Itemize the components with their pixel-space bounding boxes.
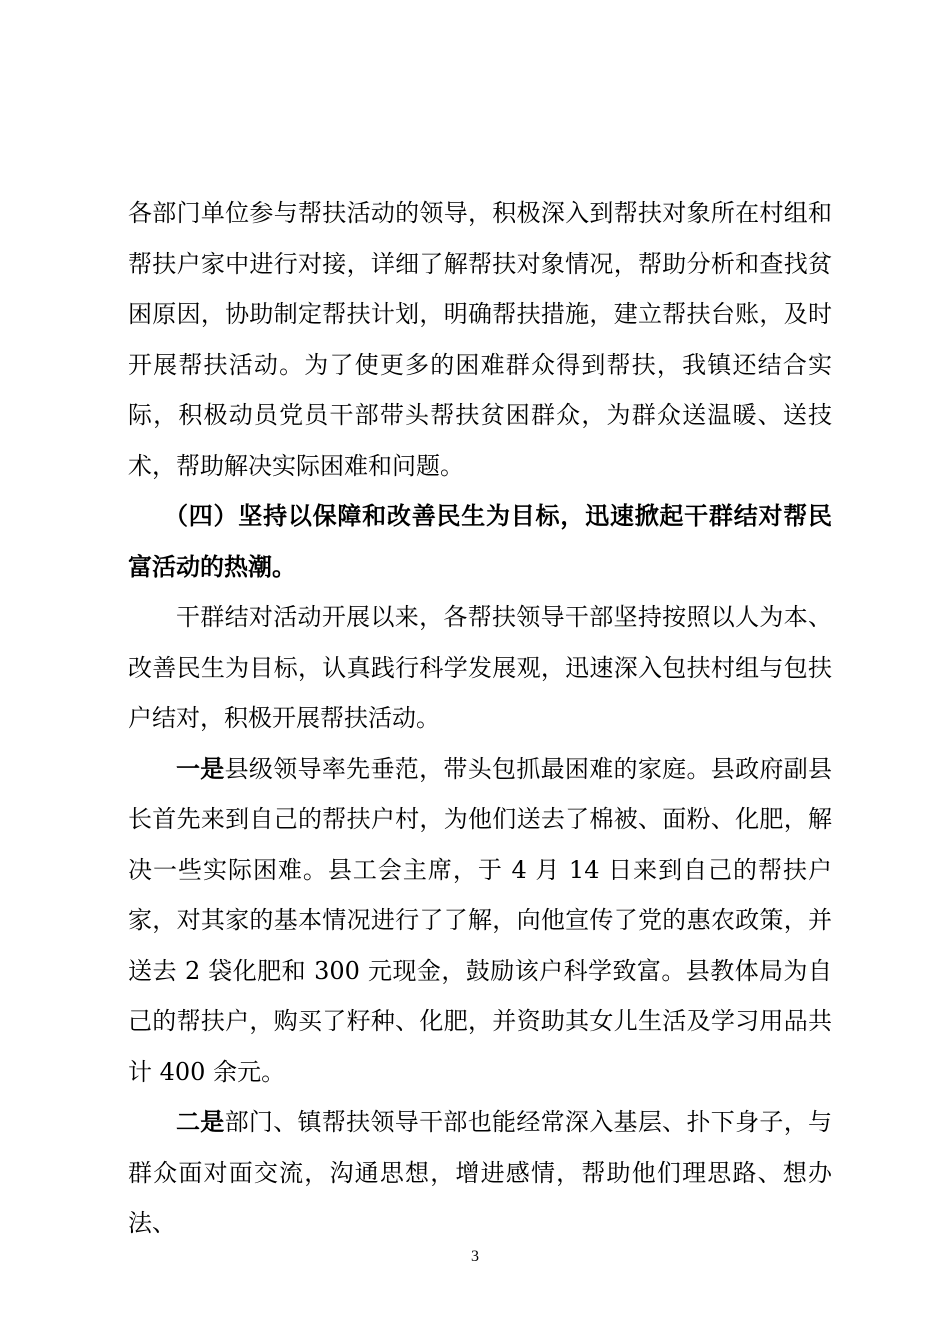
page-number: 3 xyxy=(471,1248,479,1265)
point-1-body: 县级领导率先垂范，带头包抓最困难的家庭。县政府副县长首先来到自己的帮扶户村，为他们送去了棉被、面粉、化肥，解决一些实际困难。县工会主席，于 4 月 14 日来到自己的帮扶户家，对其家的基本情况进行了了解，向他宣传了党的惠农政策，并送去 2 袋化肥和 300 元现金，鼓励该户科学致富。县教体局为自己的帮扶户，购买了籽种、化肥，并资助其女儿生活及学习用品共计 400 余元。 xyxy=(128,754,833,1086)
paragraph-continuation: 各部门单位参与帮扶活动的领导，积极深入到帮扶对象所在村组和帮扶户家中进行对接，详细了解帮扶对象情况，帮助分析和查找贫困原因，协助制定帮扶计划，明确帮扶措施，建立帮扶台账，及时开展帮扶活动。为了使更多的困难群众得到帮扶，我镇还结合实际，积极动员党员干部带头帮扶贫困群众，为群众送温暖、送技术，帮助解决实际困难和问题。 xyxy=(128,199,832,480)
point-1-lead: 一是 xyxy=(176,753,225,783)
section-heading-4: （四）坚持以保障和改善民生为目标，迅速掀起干群结对帮民富活动的热潮。 xyxy=(128,501,832,581)
paragraph-point-1 xyxy=(128,744,832,1098)
paragraph-point-2 xyxy=(128,1097,832,1249)
body-text xyxy=(128,188,832,1249)
point-2-lead: 二是 xyxy=(176,1107,225,1136)
point-2-body: 部门、镇帮扶领导干部也能经常深入基层、扑下身子，与群众面对面交流，沟通思想，增进感情，帮助他们理思路、想办法、 xyxy=(128,1108,833,1237)
paragraph-intro: 干群结对活动开展以来，各帮扶领导干部坚持按照以人为本、改善民生为目标，认真践行科学发展观，迅速深入包扶村组与包扶户结对，积极开展帮扶活动。 xyxy=(128,603,832,732)
